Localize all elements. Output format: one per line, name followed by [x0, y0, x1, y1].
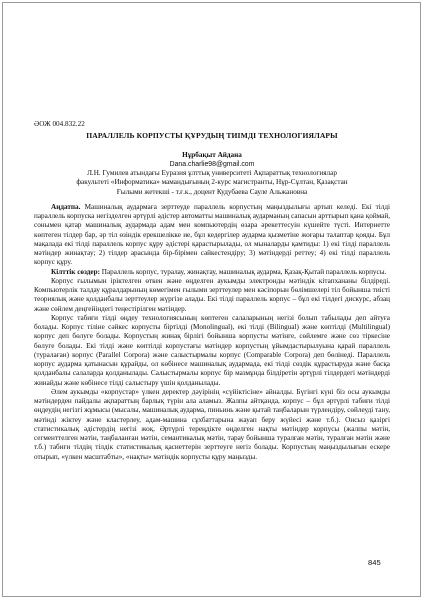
udc-code: ӘОЖ 004.832.22: [34, 120, 85, 128]
author-name: Нұрбақыт Айдана: [182, 150, 242, 159]
abstract-text: Машиналық аудармаға зерттеуде параллель корпустың маңыздылығы артып келеді. Екі тілді параллель корпуска негізделген әртүрлі әдістер автоматты машиналық аударманың сапасын арттырып қана қоймай, сонымен қатар машиналық аудармада адам мен компьютердің өзара әрекеттесуін күшейте түсті. Интернетте көптеген тілдер бар, әр тіл өзіндік ерекшелікке ие, бұл кедергілер аударма қызметіне жоғары талаптар қояды. Бұл мақалада екі тілді параллель корпус құру әдістері қарастырылады, ол мыналарды қамтиды: 1) екі тілді параллель мәтіндер жинақтау; 2) тілдер арасында бір-бірімен сәйкестендіру; 3) мәтіндерді реттеу; 4) екі тілді параллель корпус құру.: [34, 202, 390, 267]
author-affiliation: [34, 169, 390, 197]
article-title: ПАРАЛЛЕЛЬ КОРПУСТЫ ҚҰРУДЫҢ ТИІМДІ ТЕХНОЛОГИЯЛАРЫ: [86, 131, 338, 141]
keywords-text: Параллель корпус, туралау, жинақтау, машиналық аударма, Қазақ-Қытай параллель корпусы.: [101, 267, 387, 276]
affiliation-line: факультеті «Информатика» мамандығының 2-курс магистранты, Нұр-Сұлтан, Қазақстан: [76, 178, 348, 187]
article-page: [34, 120, 390, 462]
abstract-label: Аңдатпа.: [51, 202, 81, 211]
page-number: 845: [368, 558, 381, 567]
keywords-label: Кілттік сөздер:: [51, 267, 100, 276]
affiliation-line: Ғылыми жетекші - т.ғ.к., доцент Кудубаева Сауле Альжановна: [116, 187, 308, 196]
affiliation-line: Л.Н. Гумилев атындағы Еуразия ұлттық университеті Ақпараттық технологиялар: [87, 169, 337, 177]
author-email[interactable]: Dana.charlie98@gmail.com: [169, 160, 255, 168]
body-paragraph: Корпус ғылымын іріктелген өткен және өңделген аукымды электронды мәтіндік кітапхананы білдіреді. Компьютерлік талдау құралдарының көмегімен ғылыми зерттеулер мен кәсіпорын бөлімшелері тіл бойынша тиісті теориялық және қолданбалы зерттеулер жүргізе алады. Екі тілді параллель корпус – бұл екі тілдегі дискурс, абзац және сөйлем деңгейіндегі теңестірілген мәтіндер.: [34, 276, 390, 313]
body-paragraph: Корпус табиғи тілді өңдеу технологиясының көптеген салаларының негізі болып табылады деп айтуға болады. Корпус тіліне сәйкес корпусты біртілді (Monolingual), екі тілді (Bilingual) және көптілді (Multilingual) корпус деп бөлуге болады. Корпустың жинақ бірлігі бойынша корпусты мәтінге, сөйлемге және сөз тіркесіне бөлуге болады. Екі тілді және көптілді корпустағы мәтіндер корпустың ұйымдастырылуына қарай параллель (туралаған) корпус (Parallel Corpora) және салыстырмалы корпус (Comparable Corpora) деп бөлінеді. Параллель корпус аударма қатынасын құрайды, ол көбінесе машиналық аудармада, екі тілді сөздік құрастыруда және басқа қолданбалы салаларда қолданылады. Салыстырмалы корпус бір мазмұнда білдіретін әртүрлі тілдердегі мәтіндерді жинайды және көбінесе тілді салыстыру үшін қолданылады.: [34, 313, 390, 387]
keywords: [34, 268, 390, 277]
abstract: [34, 203, 390, 268]
body-paragraph: Әлем аукымды «корпустар» үлкен деректер дәуірінің «сүйіктісіне» айналды. Бүгінгі күні біз осы аукымды мәтіндерден пайдалы ақпараттың барлық түрін ала аламыз. Жалпы айтқанда, корпус – бұл әртүрлі табиғи тілді өңдеудің негізгі жұмысы (мысалы, машиналық аударма, пиньинь және қытай таңбаларын түрлендіру, сөйлеуді тану, мәтінді жіктеу және кластерлеу, адам-машина сұхбаттарына жауап беру жүйесі және т.б.). Онсыз қазіргі статистикалық әдістердің негізі жоқ. Әртүрлі тереңдікте өңделген нақты мәтіндер корпусы (жалпы мәтін, сегменттелген мәтін, таңбаланған мәтін, семантикалық мәтін, тарау бойынша туралған мәтін, туралған мәтін және т.б.) табиғи тілдің тілдік статистикалық қасиеттерін зерттеуге негіз болады. Корпустың маңыздылығын ескере отырып, «үлкен масштабты», «нақты» мәтіндік корпусты құру маңызды.: [34, 387, 390, 461]
